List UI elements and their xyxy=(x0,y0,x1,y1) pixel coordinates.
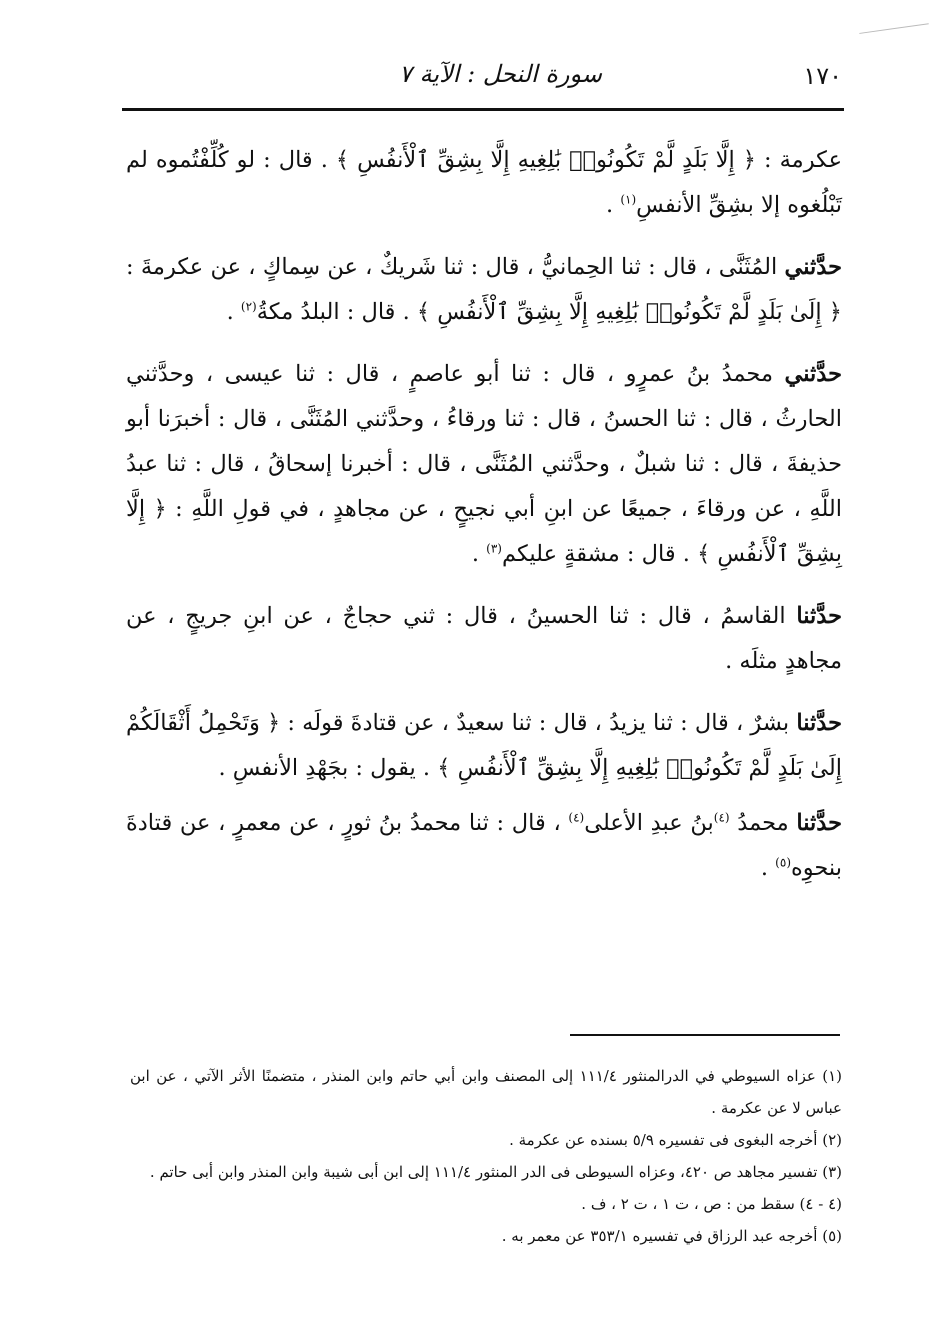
footnote-marker: (٥) xyxy=(775,855,791,870)
paragraph-text: المُثَنَّى ، قال : ثنا الحِمانيُّ ، قال : ثنا شَريكٌ ، عن سِماكٍ ، عن عكرمةَ : xyxy=(126,254,785,280)
paragraph-1 xyxy=(126,138,842,228)
quran-quote: ﴿ إِلَىٰ بَلَدٍ لَّمْ تَكُونُوا۟ بَٰلِغِيهِ إِلَّا بِشِقِّ ٱلْأَنفُسِ ﴾ xyxy=(416,299,842,325)
footnote-5: (٥) أخرجه عبد الرزاق في تفسيره ٣٥٣/١ عن معمر به . xyxy=(501,1227,842,1245)
paragraph-text: . قال : مشقةٍ عليكم xyxy=(501,541,698,567)
header-rule xyxy=(122,108,844,111)
footnote-marker: (٣) xyxy=(486,541,502,556)
paragraph-end: . xyxy=(226,299,241,325)
footnote-marker: (٢) xyxy=(240,299,257,314)
paragraph-5 xyxy=(126,701,842,791)
paragraph-text: بنُ عبدِ الأعلى xyxy=(584,810,714,836)
footnote-4: (٤ - ٤) سقط من : ص ، ت ١ ، ت ٢ ، ف . xyxy=(581,1195,842,1213)
footnote-3: (٣) تفسير مجاهد ص ٤٢٠، وعزاه السيوطى فى الدر المنثور ١١١/٤ إلى ابن أبى شيبة وابن المنذر وابن أبى حاتم . xyxy=(149,1163,842,1181)
page-number: ١٧٠ xyxy=(803,62,842,90)
isnad-lead: حدَّثنا xyxy=(796,810,842,836)
paragraph-end: . xyxy=(471,541,487,567)
quran-quote: ﴿ إِلَّا بَلَدٍ لَّمْ تَكُونُوا۟ بَٰلِغِيهِ إِلَّا بِشِقِّ ٱلْأَنفُسِ ﴾ xyxy=(335,147,756,173)
paragraph-text: عكرمة : xyxy=(756,147,842,173)
footnote-1: (١) عزاه السيوطي في الدرالمنثور ١١١/٤ إلى المصنف وابن أبي حاتم وابن المنذر ، متضمنًا الأثر الآتي ، عن ابن عباس لا عن عكرمة . xyxy=(130,1067,843,1117)
paragraph-end: . xyxy=(760,855,776,881)
paragraph-text: . قال : لو كُلِّفْتُموه لم تَبْلُغوه إلا بشِقِّ الأنفسِ xyxy=(126,147,842,218)
paragraph-text: محمدُ بنُ عمرٍو ، قال : ثنا أبو عاصمٍ ، قال : ثنا عيسى ، وحدَّثني الحارثُ ، قال : ثنا الحسنُ ، قال : ثنا ورقاءُ ، وحدَّثني المُثَنَّى ، قال : أخبرَنا أبو حذيفةَ ، قال : ثنا شبلٌ ، وحدَّثني المُثَنَّى ، قال : أخبرنا إسحاقُ ، قال : ثنا عبدُ اللَّهِ ، عن ورقاءَ ، جميعًا عن ابنِ أبي نجيحٍ ، عن مجاهدٍ ، في قولِ اللَّهِ : xyxy=(126,361,842,522)
paragraph-text: . يقول : بجَهْدِ الأنفسِ . xyxy=(218,755,438,781)
quran-quote: ﴿ إِلَّا بِشِقِّ ٱلْأَنفُسِ ﴾ xyxy=(126,496,842,567)
footnote-rule xyxy=(570,1034,840,1036)
footnote-marker: (٤) xyxy=(713,810,730,825)
paragraph-text: القاسمُ ، قال : ثنا الحسينُ ، قال : ثني حجاجٌ ، عن ابنِ جريجٍ ، عن مجاهدٍ مثلَه . xyxy=(126,603,842,674)
paragraph-6 xyxy=(126,801,842,891)
footnotes xyxy=(130,1060,842,1252)
paragraph-2 xyxy=(126,245,842,335)
main-text xyxy=(126,138,842,908)
page-header xyxy=(122,52,842,102)
paragraph-3 xyxy=(126,352,842,577)
paragraph-text: . قال : البلدُ مكةُ xyxy=(256,299,417,325)
footnote-2: (٢) أخرجه البغوى فى تفسيره ٥/٩ بسنده عن عكرمة . xyxy=(509,1131,842,1149)
scan-corner-mark xyxy=(859,23,930,48)
running-title: سورة النحل : الآية ٧ xyxy=(399,60,602,88)
paragraph-text: محمدُ xyxy=(729,810,797,836)
isnad-lead: حدَّثنا xyxy=(796,603,842,629)
paragraph-text: ، قال : ثنا محمدُ بنُ ثورٍ ، عن معمرٍ ، عن قتادةَ بنحوِه xyxy=(126,810,842,881)
paragraph-text: بشرٌ ، قال : ثنا يزيدُ ، قال : ثنا سعيدٌ ، عن قتادةَ قولَه : xyxy=(280,710,797,736)
footnote-marker: (١) xyxy=(620,192,637,207)
isnad-lead: حدَّثنا xyxy=(796,710,842,736)
paragraph-4 xyxy=(126,594,842,684)
quran-quote: ﴿ وَتَحْمِلُ أَثْقَالَكُمْ إِلَىٰ بَلَدٍ لَّمْ تَكُونُوا۟ بَٰلِغِيهِ إِلَّا بِشِقِّ ٱلْأَنفُسِ ﴾ xyxy=(126,710,842,781)
paragraph-end: . xyxy=(606,192,621,218)
footnote-marker: (٤) xyxy=(568,810,585,825)
isnad-lead: حدَّثني xyxy=(784,254,842,280)
isnad-lead: حدَّثني xyxy=(784,361,842,387)
